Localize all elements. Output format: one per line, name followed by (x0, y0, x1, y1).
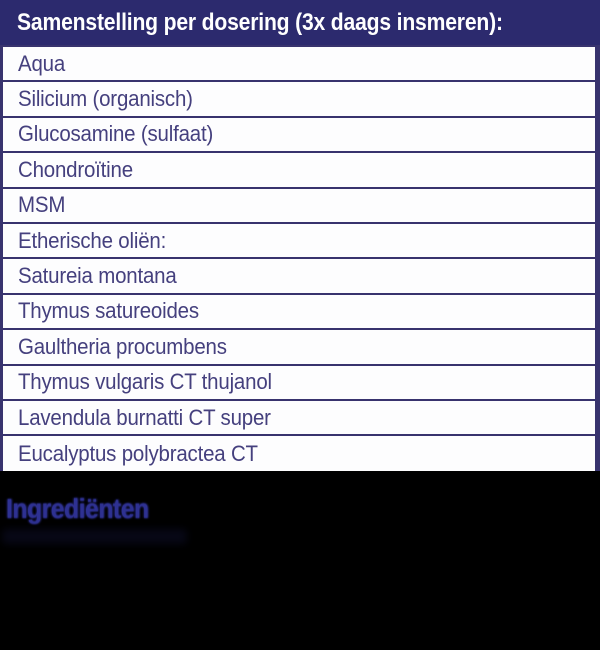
table-row (3, 82, 595, 117)
row-label: Thymus satureoides (18, 298, 199, 324)
table-row (3, 189, 595, 224)
footer-section (0, 471, 600, 650)
table-row (3, 153, 595, 188)
row-label: Gaultheria procumbens (18, 333, 227, 359)
row-label: Lavendula burnatti CT super (18, 404, 271, 430)
table-row (3, 401, 595, 436)
table-row (3, 366, 595, 401)
row-label: Chondroïtine (18, 156, 133, 182)
row-label: Etherische oliën: (18, 227, 167, 253)
table-row (3, 436, 595, 471)
row-label: Aqua (18, 50, 66, 76)
table-header (0, 0, 600, 45)
table-row (3, 118, 595, 153)
table-row (3, 330, 595, 365)
row-label: Glucosamine (sulfaat) (18, 121, 214, 147)
row-label: Silicium (organisch) (18, 86, 193, 112)
row-label: Eucalyptus polybractea CT (18, 440, 258, 466)
table-header-label: Samenstelling per dosering (3x daags insmeren): (17, 8, 503, 36)
table-row (3, 47, 595, 82)
row-label: Thymus vulgaris CT thujanol (18, 369, 272, 395)
table-row (3, 259, 595, 294)
ingredients-heading: Ingrediënten (6, 493, 149, 524)
table-row (3, 295, 595, 330)
ghost-text-artifact (2, 529, 187, 544)
table-body (0, 45, 600, 475)
row-label: Satureia montana (18, 263, 177, 289)
row-label: MSM (18, 192, 66, 218)
table-row (3, 224, 595, 259)
